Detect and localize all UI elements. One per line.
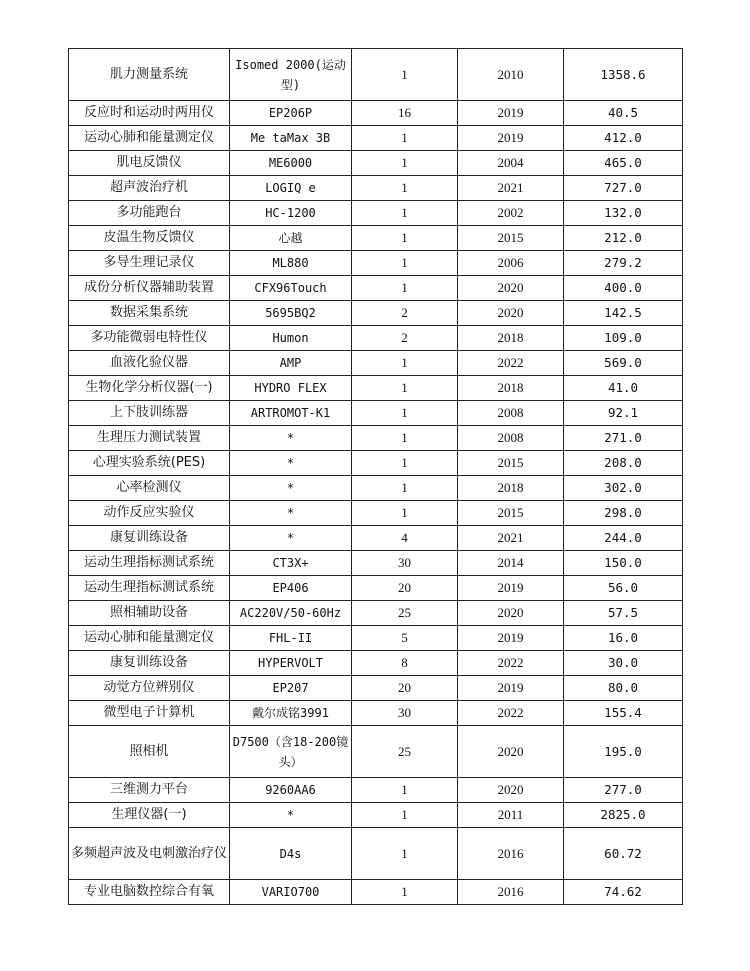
quantity-cell: 2 <box>352 326 458 351</box>
table-row <box>69 778 683 803</box>
price-cell: 56.0 <box>564 576 683 601</box>
equipment-name-cell: 运动心肺和能量测定仪 <box>69 126 230 151</box>
model-cell: Humon <box>230 326 352 351</box>
table-row <box>69 726 683 778</box>
year-cell: 2014 <box>458 551 564 576</box>
model-cell: * <box>230 501 352 526</box>
year-cell: 2019 <box>458 626 564 651</box>
equipment-name-cell: 心理实验系统(PES) <box>69 451 230 476</box>
year-cell: 2010 <box>458 49 564 101</box>
table-row <box>69 151 683 176</box>
model-cell: EP206P <box>230 101 352 126</box>
model-cell: ARTROMOT-K1 <box>230 401 352 426</box>
equipment-name-cell: 多频超声波及电刺激治疗仪 <box>69 828 230 880</box>
year-cell: 2019 <box>458 676 564 701</box>
equipment-name-cell: 照相机 <box>69 726 230 778</box>
table-row <box>69 351 683 376</box>
model-cell: EP406 <box>230 576 352 601</box>
price-cell: 150.0 <box>564 551 683 576</box>
quantity-cell: 1 <box>352 401 458 426</box>
model-cell: * <box>230 451 352 476</box>
price-cell: 80.0 <box>564 676 683 701</box>
model-cell: * <box>230 803 352 828</box>
quantity-cell: 1 <box>352 880 458 905</box>
quantity-cell: 1 <box>352 176 458 201</box>
quantity-cell: 1 <box>352 778 458 803</box>
year-cell: 2016 <box>458 828 564 880</box>
table-row <box>69 401 683 426</box>
table-row <box>69 451 683 476</box>
year-cell: 2015 <box>458 451 564 476</box>
equipment-name-cell: 微型电子计算机 <box>69 701 230 726</box>
quantity-cell: 30 <box>352 551 458 576</box>
model-cell: * <box>230 476 352 501</box>
equipment-name-cell: 康复训练设备 <box>69 651 230 676</box>
quantity-cell: 1 <box>352 828 458 880</box>
equipment-name-cell: 多导生理记录仪 <box>69 251 230 276</box>
year-cell: 2022 <box>458 701 564 726</box>
equipment-name-cell: 动作反应实验仪 <box>69 501 230 526</box>
table-row <box>69 226 683 251</box>
quantity-cell: 8 <box>352 651 458 676</box>
price-cell: 109.0 <box>564 326 683 351</box>
table-row <box>69 701 683 726</box>
year-cell: 2021 <box>458 176 564 201</box>
model-cell: AC220V/50-60Hz <box>230 601 352 626</box>
table-row <box>69 49 683 101</box>
price-cell: 212.0 <box>564 226 683 251</box>
model-cell: ML880 <box>230 251 352 276</box>
quantity-cell: 1 <box>352 426 458 451</box>
equipment-name-cell: 血液化验仪器 <box>69 351 230 376</box>
year-cell: 2020 <box>458 601 564 626</box>
equipment-name-cell: 肌力测量系统 <box>69 49 230 101</box>
table-row <box>69 626 683 651</box>
table-row <box>69 376 683 401</box>
quantity-cell: 1 <box>352 351 458 376</box>
equipment-name-cell: 超声波治疗机 <box>69 176 230 201</box>
model-cell: D7500（含18-200镜头） <box>230 726 352 778</box>
table-row <box>69 426 683 451</box>
table-row <box>69 476 683 501</box>
price-cell: 30.0 <box>564 651 683 676</box>
year-cell: 2019 <box>458 101 564 126</box>
quantity-cell: 20 <box>352 576 458 601</box>
equipment-name-cell: 运动生理指标测试系统 <box>69 551 230 576</box>
equipment-name-cell: 多功能微弱电特性仪 <box>69 326 230 351</box>
price-cell: 155.4 <box>564 701 683 726</box>
price-cell: 16.0 <box>564 626 683 651</box>
price-cell: 244.0 <box>564 526 683 551</box>
equipment-name-cell: 生理仪器(一) <box>69 803 230 828</box>
model-cell: * <box>230 426 352 451</box>
table-row <box>69 301 683 326</box>
table-row <box>69 551 683 576</box>
equipment-name-cell: 反应时和运动时两用仪 <box>69 101 230 126</box>
quantity-cell: 4 <box>352 526 458 551</box>
quantity-cell: 16 <box>352 101 458 126</box>
model-cell: * <box>230 526 352 551</box>
year-cell: 2008 <box>458 401 564 426</box>
equipment-name-cell: 三维测力平台 <box>69 778 230 803</box>
price-cell: 92.1 <box>564 401 683 426</box>
table-row <box>69 526 683 551</box>
year-cell: 2008 <box>458 426 564 451</box>
quantity-cell: 1 <box>352 151 458 176</box>
table-row <box>69 276 683 301</box>
equipment-name-cell: 成份分析仪器辅助装置 <box>69 276 230 301</box>
model-cell: D4s <box>230 828 352 880</box>
quantity-cell: 1 <box>352 126 458 151</box>
year-cell: 2019 <box>458 126 564 151</box>
equipment-name-cell: 数据采集系统 <box>69 301 230 326</box>
year-cell: 2021 <box>458 526 564 551</box>
year-cell: 2022 <box>458 351 564 376</box>
price-cell: 40.5 <box>564 101 683 126</box>
year-cell: 2015 <box>458 226 564 251</box>
equipment-name-cell: 上下肢训练器 <box>69 401 230 426</box>
quantity-cell: 1 <box>352 376 458 401</box>
price-cell: 142.5 <box>564 301 683 326</box>
table-row <box>69 251 683 276</box>
quantity-cell: 1 <box>352 451 458 476</box>
table-row <box>69 576 683 601</box>
price-cell: 727.0 <box>564 176 683 201</box>
table-row <box>69 601 683 626</box>
equipment-name-cell: 皮温生物反馈仪 <box>69 226 230 251</box>
year-cell: 2004 <box>458 151 564 176</box>
year-cell: 2018 <box>458 476 564 501</box>
equipment-name-cell: 动觉方位辨别仪 <box>69 676 230 701</box>
model-cell: 9260AA6 <box>230 778 352 803</box>
model-cell: 心越 <box>230 226 352 251</box>
quantity-cell: 1 <box>352 251 458 276</box>
year-cell: 2019 <box>458 576 564 601</box>
price-cell: 132.0 <box>564 201 683 226</box>
equipment-name-cell: 生物化学分析仪器(一) <box>69 376 230 401</box>
table-row <box>69 201 683 226</box>
table-row <box>69 326 683 351</box>
year-cell: 2020 <box>458 276 564 301</box>
quantity-cell: 1 <box>352 226 458 251</box>
model-cell: 戴尔成铭3991 <box>230 701 352 726</box>
price-cell: 208.0 <box>564 451 683 476</box>
model-cell: EP207 <box>230 676 352 701</box>
model-cell: ME6000 <box>230 151 352 176</box>
price-cell: 569.0 <box>564 351 683 376</box>
quantity-cell: 1 <box>352 803 458 828</box>
model-cell: HC-1200 <box>230 201 352 226</box>
model-cell: HYDRO FLEX <box>230 376 352 401</box>
equipment-name-cell: 生理压力测试装置 <box>69 426 230 451</box>
price-cell: 465.0 <box>564 151 683 176</box>
equipment-table-body <box>69 49 683 905</box>
price-cell: 412.0 <box>564 126 683 151</box>
table-row <box>69 176 683 201</box>
quantity-cell: 1 <box>352 501 458 526</box>
equipment-name-cell: 专业电脑数控综合有氧 <box>69 880 230 905</box>
year-cell: 2006 <box>458 251 564 276</box>
model-cell: Isomed 2000(运动型) <box>230 49 352 101</box>
year-cell: 2002 <box>458 201 564 226</box>
year-cell: 2015 <box>458 501 564 526</box>
year-cell: 2020 <box>458 301 564 326</box>
price-cell: 74.62 <box>564 880 683 905</box>
equipment-name-cell: 运动生理指标测试系统 <box>69 576 230 601</box>
quantity-cell: 1 <box>352 276 458 301</box>
quantity-cell: 30 <box>352 701 458 726</box>
model-cell: CFX96Touch <box>230 276 352 301</box>
table-row <box>69 651 683 676</box>
quantity-cell: 2 <box>352 301 458 326</box>
year-cell: 2018 <box>458 326 564 351</box>
price-cell: 279.2 <box>564 251 683 276</box>
price-cell: 41.0 <box>564 376 683 401</box>
table-row <box>69 126 683 151</box>
model-cell: Me taMax 3B <box>230 126 352 151</box>
table-row <box>69 501 683 526</box>
year-cell: 2011 <box>458 803 564 828</box>
year-cell: 2016 <box>458 880 564 905</box>
equipment-name-cell: 康复训练设备 <box>69 526 230 551</box>
table-row <box>69 828 683 880</box>
model-cell: AMP <box>230 351 352 376</box>
year-cell: 2020 <box>458 726 564 778</box>
quantity-cell: 1 <box>352 49 458 101</box>
model-cell: VARIO700 <box>230 880 352 905</box>
equipment-name-cell: 照相辅助设备 <box>69 601 230 626</box>
equipment-name-cell: 肌电反馈仪 <box>69 151 230 176</box>
price-cell: 271.0 <box>564 426 683 451</box>
year-cell: 2020 <box>458 778 564 803</box>
model-cell: LOGIQ e <box>230 176 352 201</box>
table-row <box>69 101 683 126</box>
model-cell: 5695BQ2 <box>230 301 352 326</box>
model-cell: CT3X+ <box>230 551 352 576</box>
price-cell: 57.5 <box>564 601 683 626</box>
quantity-cell: 1 <box>352 476 458 501</box>
quantity-cell: 25 <box>352 601 458 626</box>
table-row <box>69 880 683 905</box>
quantity-cell: 25 <box>352 726 458 778</box>
price-cell: 298.0 <box>564 501 683 526</box>
price-cell: 302.0 <box>564 476 683 501</box>
equipment-table <box>68 48 683 905</box>
table-row <box>69 803 683 828</box>
price-cell: 1358.6 <box>564 49 683 101</box>
price-cell: 277.0 <box>564 778 683 803</box>
price-cell: 60.72 <box>564 828 683 880</box>
equipment-name-cell: 多功能跑台 <box>69 201 230 226</box>
quantity-cell: 5 <box>352 626 458 651</box>
price-cell: 195.0 <box>564 726 683 778</box>
year-cell: 2018 <box>458 376 564 401</box>
model-cell: FHL-II <box>230 626 352 651</box>
equipment-name-cell: 运动心肺和能量测定仪 <box>69 626 230 651</box>
equipment-name-cell: 心率检测仪 <box>69 476 230 501</box>
price-cell: 2825.0 <box>564 803 683 828</box>
year-cell: 2022 <box>458 651 564 676</box>
table-row <box>69 676 683 701</box>
quantity-cell: 20 <box>352 676 458 701</box>
quantity-cell: 1 <box>352 201 458 226</box>
price-cell: 400.0 <box>564 276 683 301</box>
model-cell: HYPERVOLT <box>230 651 352 676</box>
